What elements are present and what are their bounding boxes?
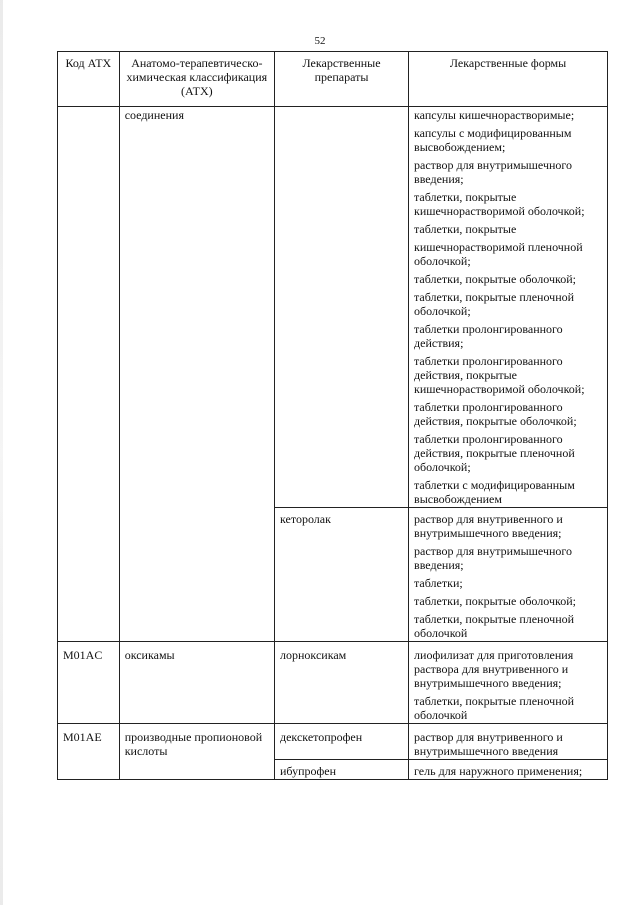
form-item: таблетки пролонгированного действия, покрытые кишечнорастворимой оболочкой; xyxy=(414,354,585,396)
form-item: таблетки, покрытые xyxy=(414,222,517,236)
table-row xyxy=(58,724,608,760)
form-item: раствор для внутривенного и внутримышечного введения xyxy=(414,730,563,758)
header-classification: Анатомо-терапевтическо-химическая классификация (АТХ) xyxy=(119,52,274,107)
forms-cell xyxy=(409,508,608,642)
header-code: Код АТХ xyxy=(58,52,120,107)
form-item: раствор для внутривенного и внутримышечного введения; xyxy=(414,512,563,540)
form-item: таблетки, покрытые пленочной оболочкой; xyxy=(414,290,575,318)
forms-cell xyxy=(409,107,608,508)
form-item: таблетки, покрытые пленочной оболочкой xyxy=(414,694,575,722)
table-header-row xyxy=(58,52,608,107)
table-row xyxy=(58,107,608,508)
form-item: гель для наружного применения; xyxy=(414,764,583,778)
form-item: раствор для внутримышечного введения; xyxy=(414,158,573,186)
code-cell xyxy=(58,760,120,780)
table-row xyxy=(58,508,608,642)
classification-cell xyxy=(119,760,274,780)
form-item: таблетки, покрытые оболочкой; xyxy=(414,594,576,608)
form-item: таблетки, покрытые кишечнорастворимой оболочкой; xyxy=(414,190,585,218)
form-item: таблетки, покрытые оболочкой; xyxy=(414,272,576,286)
page-number: 52 xyxy=(314,35,326,47)
classification-cell xyxy=(119,508,274,642)
classification-cell: производные пропионовой кислоты xyxy=(119,724,274,760)
classification-cell: оксикамы xyxy=(119,642,274,724)
table-row xyxy=(58,760,608,780)
forms-cell xyxy=(409,642,608,724)
form-item: таблетки пролонгированного действия, покрытые пленочной оболочкой; xyxy=(414,432,575,474)
form-item: кишечнорастворимой пленочной оболочкой; xyxy=(414,240,583,268)
form-item: таблетки пролонгированного действия, покрытые оболочкой; xyxy=(414,400,577,428)
code-cell xyxy=(58,107,120,508)
form-item: капсулы кишечнорастворимые; xyxy=(414,108,575,122)
header-forms: Лекарственные формы xyxy=(409,52,608,107)
atc-table xyxy=(57,51,608,780)
drug-cell: ибупрофен xyxy=(275,760,409,780)
header-drugs: Лекарственные препараты xyxy=(275,52,409,107)
form-item: лиофилизат для приготовления раствора для внутривенного и внутримышечного введения; xyxy=(414,648,574,690)
code-cell: M01AE xyxy=(58,724,120,760)
table-row xyxy=(58,642,608,724)
drug-cell xyxy=(275,107,409,508)
code-cell xyxy=(58,508,120,642)
drug-cell: декскетопрофен xyxy=(275,724,409,760)
forms-cell xyxy=(409,724,608,760)
scan-edge xyxy=(0,0,3,905)
code-cell: M01AC xyxy=(58,642,120,724)
form-item: таблетки, покрытые пленочной оболочкой xyxy=(414,612,575,640)
drug-cell: лорноксикам xyxy=(275,642,409,724)
form-item: капсулы с модифицированным высвобождением; xyxy=(414,126,572,154)
form-item: таблетки; xyxy=(414,576,463,590)
classification-cell: соединения xyxy=(119,107,274,508)
form-item: раствор для внутримышечного введения; xyxy=(414,544,573,572)
forms-cell xyxy=(409,760,608,780)
drug-cell: кеторолак xyxy=(275,508,409,642)
form-item: таблетки с модифицированным высвобождением xyxy=(414,478,575,506)
form-item: таблетки пролонгированного действия; xyxy=(414,322,563,350)
